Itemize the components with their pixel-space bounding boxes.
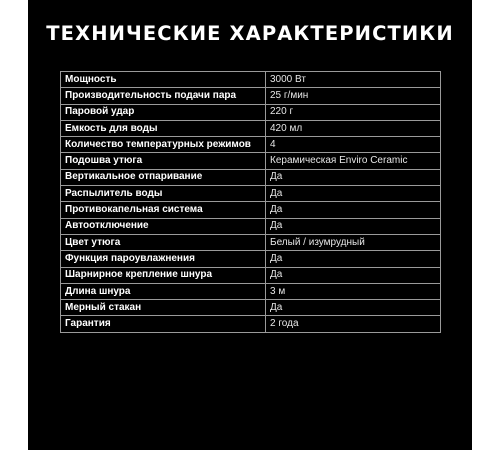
spec-value: Да <box>266 186 441 202</box>
table-row <box>61 186 441 202</box>
spec-label: Мерный стакан <box>61 300 266 316</box>
table-row <box>61 104 441 120</box>
table-row <box>61 316 441 332</box>
table-row <box>61 72 441 88</box>
spec-value: 2 года <box>266 316 441 332</box>
spec-label: Производительность подачи пара <box>61 88 266 104</box>
spec-label: Мощность <box>61 72 266 88</box>
spec-value: Да <box>266 218 441 234</box>
spec-label: Распылитель воды <box>61 186 266 202</box>
spec-value: Да <box>266 251 441 267</box>
spec-label: Противокапельная система <box>61 202 266 218</box>
table-row <box>61 137 441 153</box>
spec-label: Длина шнура <box>61 283 266 299</box>
spec-value: 4 <box>266 137 441 153</box>
spec-value: Да <box>266 202 441 218</box>
spec-label: Емкость для воды <box>61 120 266 136</box>
spec-label: Подошва утюга <box>61 153 266 169</box>
table-row <box>61 202 441 218</box>
spec-value: 220 г <box>266 104 441 120</box>
table-row <box>61 251 441 267</box>
spec-value: Да <box>266 267 441 283</box>
spec-label: Цвет утюга <box>61 234 266 250</box>
table-row <box>61 218 441 234</box>
table-row <box>61 267 441 283</box>
spec-label: Гарантия <box>61 316 266 332</box>
table-row <box>61 120 441 136</box>
spec-value: Белый / изумрудный <box>266 234 441 250</box>
spec-panel <box>28 0 472 450</box>
spec-value: Да <box>266 300 441 316</box>
spec-value: 420 мл <box>266 120 441 136</box>
table-row <box>61 283 441 299</box>
page-title: ТЕХНИЧЕСКИЕ ХАРАКТЕРИСТИКИ <box>46 22 454 45</box>
table-row <box>61 169 441 185</box>
spec-label: Вертикальное отпаривание <box>61 169 266 185</box>
spec-value: Да <box>266 169 441 185</box>
table-row <box>61 234 441 250</box>
spec-label: Автоотключение <box>61 218 266 234</box>
spec-label: Количество температурных режимов <box>61 137 266 153</box>
spec-value: Керамическая Enviro Ceramic <box>266 153 441 169</box>
spec-label: Шарнирное крепление шнура <box>61 267 266 283</box>
spec-table <box>60 71 441 333</box>
spec-label: Паровой удар <box>61 104 266 120</box>
spec-value: 3000 Вт <box>266 72 441 88</box>
spec-label: Функция пароувлажнения <box>61 251 266 267</box>
table-row <box>61 300 441 316</box>
spec-value: 3 м <box>266 283 441 299</box>
table-row <box>61 88 441 104</box>
spec-value: 25 г/мин <box>266 88 441 104</box>
table-row <box>61 153 441 169</box>
